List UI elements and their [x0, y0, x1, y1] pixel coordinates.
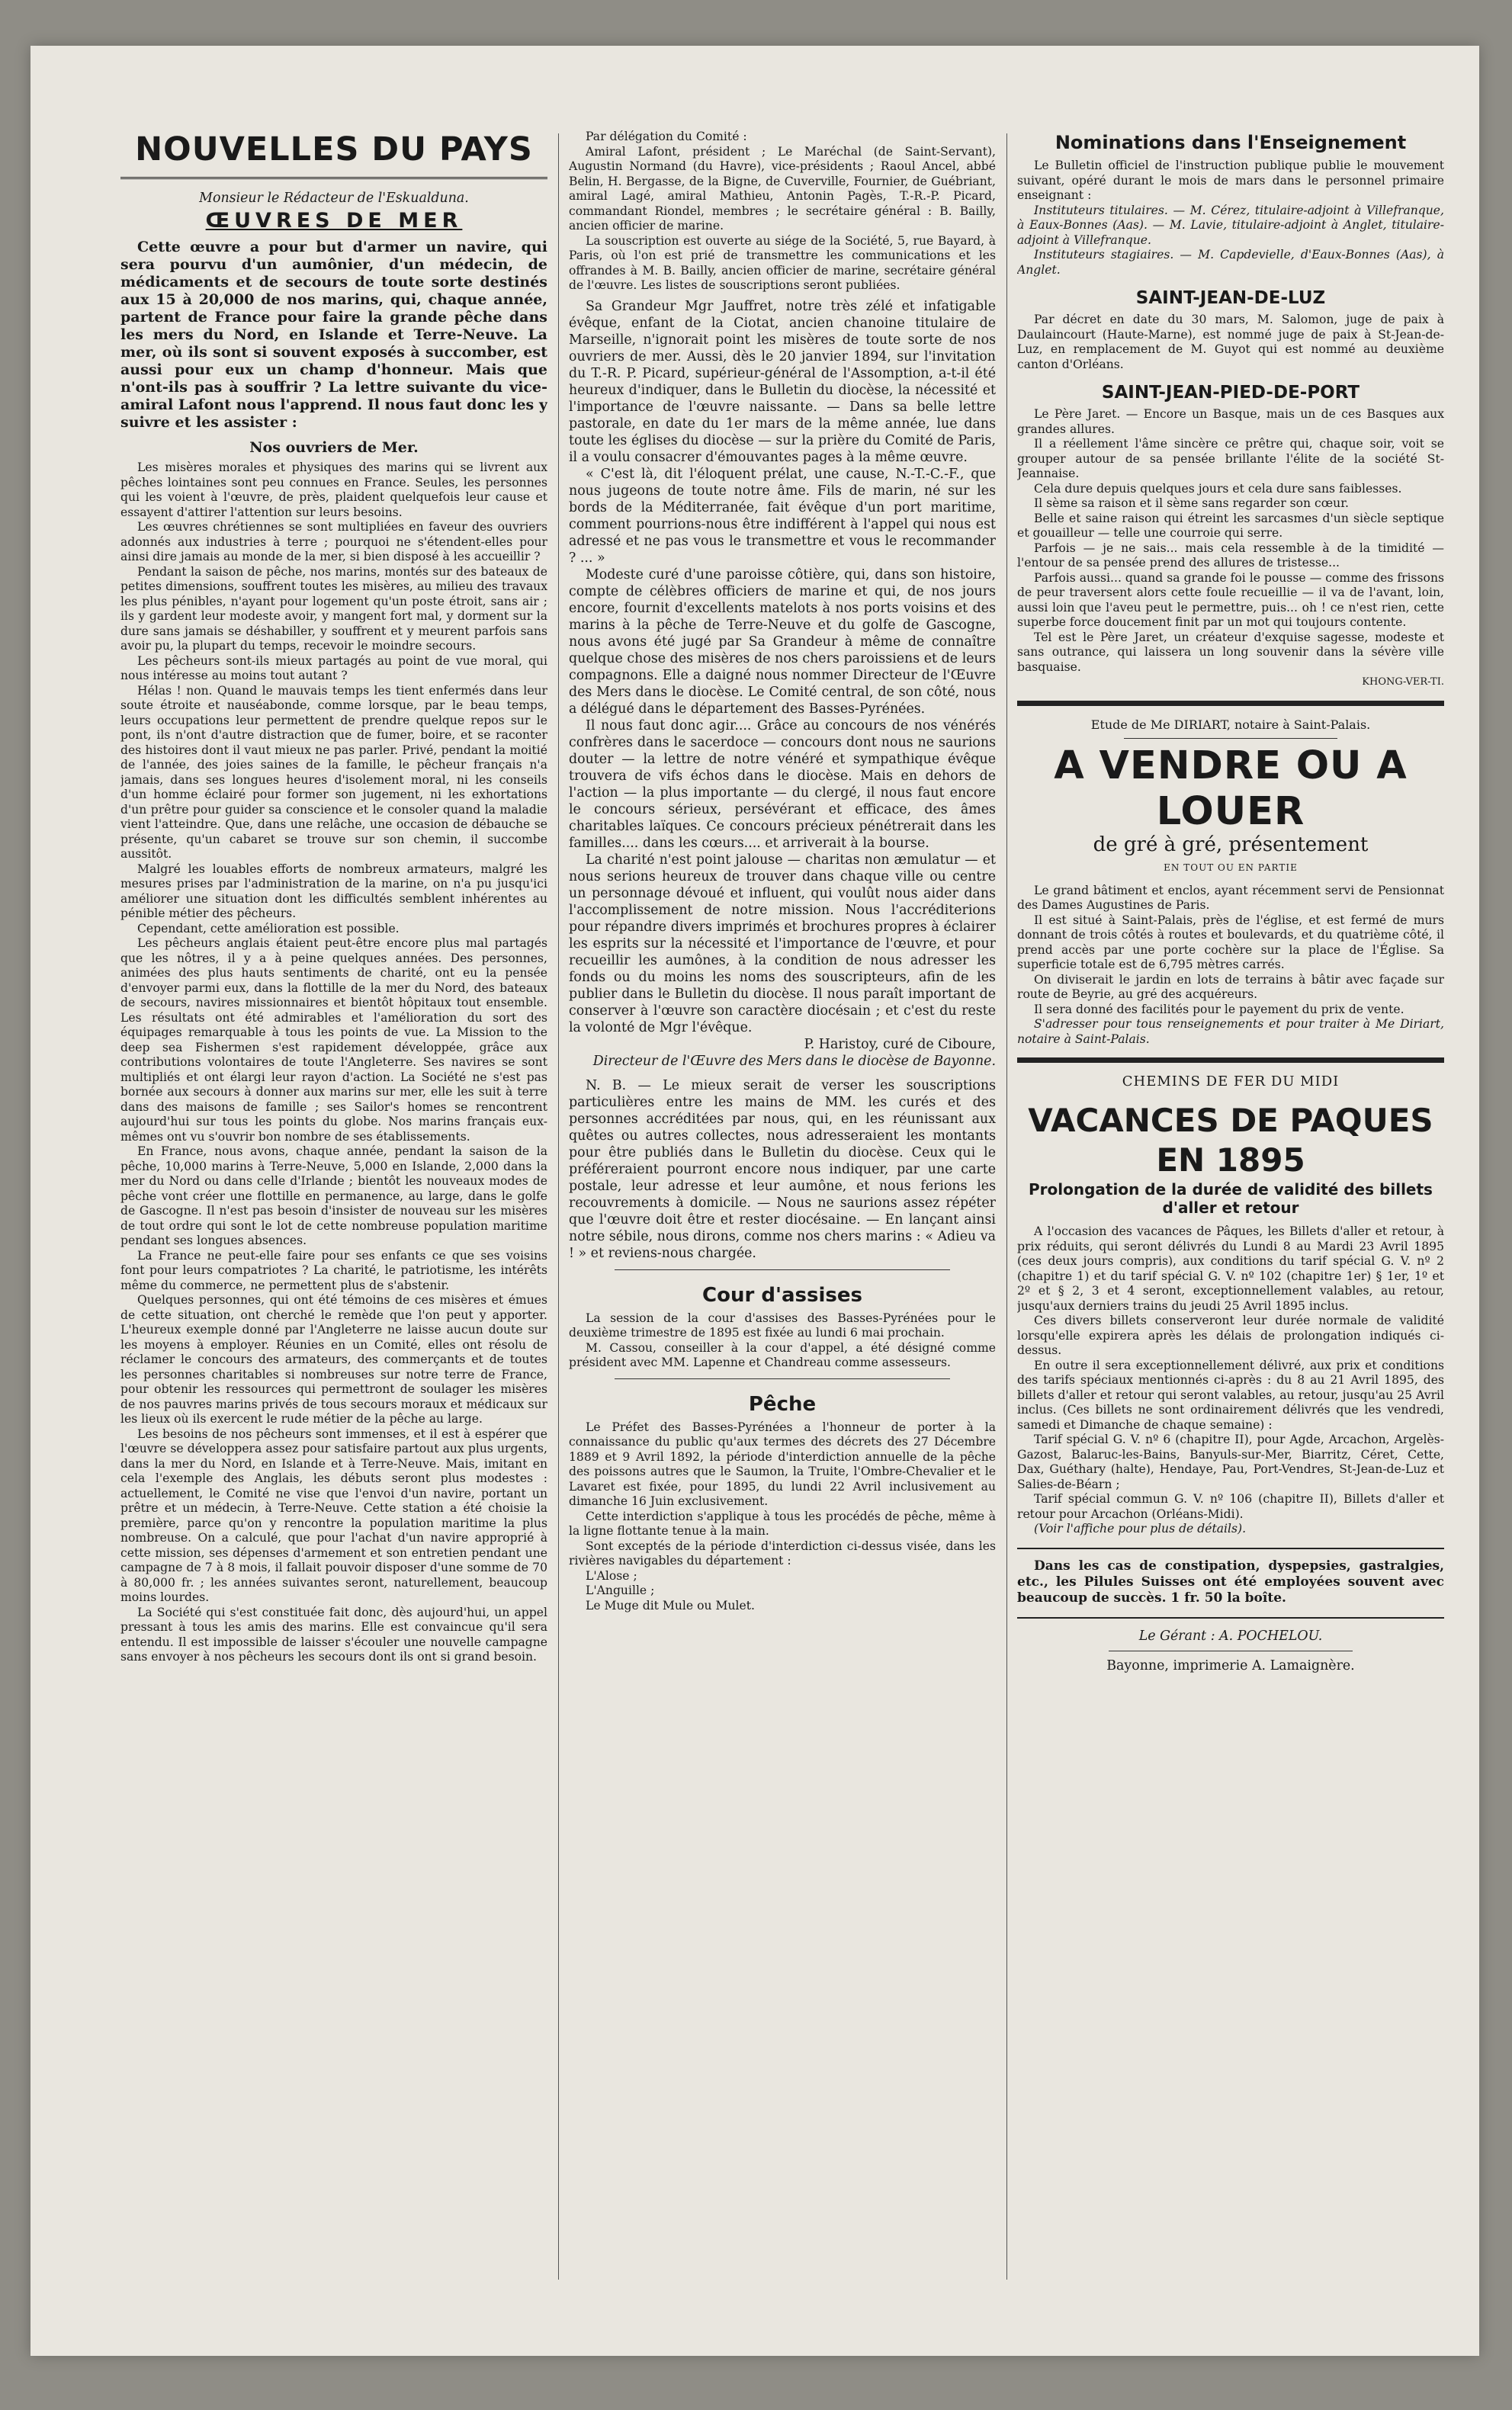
paragraph: Les pêcheurs anglais étaient peut-être encore plus mal partagés que les nôtres, il y a à peine quelques années. Des personnes, animées des plus hauts sentiments de charité, ont eu la pensée d'envoyer parmi eux, dans la flottille de la mer du Nord, des bateaux de secours, navires missionnaires et bientôt hôpitaux tout ensemble. Les résultats ont été admirables et l'amélioration du sort des équipages remarquable à tous les points de vue. La Mission to the deep sea Fishermen s'est rapidement développée, grâce aux contributions volontaires de toute l'Angleterre. Ses navires se sont multipliés et ont élargi leur rayon d'action. La Société ne s'est pas bornée aux secours à donner aux marins sur mer, elle les suit à terre dans des maisons de famille ; ses Sailor's homes se rencontrent aujourd'hui sur tous les points du globe. Nos marins français eux-mêmes ont vu s'ouvrir bon nombre de ses établissements.: [120, 936, 547, 1144]
paragraph: A l'occasion des vacances de Pâques, les Billets d'aller et retour, à prix réduits, qui seront délivrés du Lundi 8 au Mardi 23 Avril 1895 (ces deux jours compris), aux conditions du tarif spécial G. V. nº 2 (chapitre 1) et du tarif spécial G. V. nº 102 (chapitre 1er) § 1er, 1º et 2º et § 2, 3 et 4 seront, exceptionnellement valables, au retour, jusqu'aux derniers trains du jeudi 25 Avril 1895 inclus.: [1017, 1224, 1444, 1313]
signature: P. Haristoy, curé de Ciboure,: [804, 1036, 996, 1052]
column-3: [1017, 130, 1444, 2280]
paragraph: Parfois aussi... quand sa grande foi le pousse — comme des frissons de peur traversent alors cette foule recueillie — il va de l'avant, loin, aussi loin que l'aveu peut le permettre, puis... oh ! ce n'est rien, cette superbe force doucement finit par un mot qui toujours contente.: [1017, 570, 1444, 629]
ad-caps: EN TOUT OU EN PARTIE: [1164, 862, 1298, 873]
paragraph: La charité n'est point jalouse — charitas non æmulatur — et nous serions heureux de trouver dans chaque ville ou centre un personnage dévoué et influent, qui voulût nous aider dans l'accomplissement de notre mission. Nous l'accréditerions pour répandre divers imprimés et brochures propres à éclairer les esprits sur la nécessité et l'importance de l'œuvre, et pour recueillir les aumônes, à la condition de nous adresser les fonds ou du moins les noms des souscripteurs, afin de les publier dans le Bulletin du diocèse. Il nous paraît important de conserver à l'œuvre son caractère diocésain ; et c'est du reste la volonté de Mgr l'évêque.: [569, 852, 996, 1035]
column-rule: [558, 133, 559, 2280]
paragraph: En outre il sera exceptionnellement délivré, aux prix et conditions des tarifs spéciaux mentionnés ci-après : du 8 au 21 Avril 1895, des billets d'aller et retour qui seront valables, au retour, jusqu'au 25 Avril inclus. (Ces billets ne sont ordinairement délivrés que les vendredi, samedi et Dimanche de chaque semaine) :: [1017, 1358, 1444, 1432]
divider: [615, 1378, 950, 1379]
sjl-body: [1017, 313, 1444, 372]
peche-body: [569, 1420, 996, 1614]
paragraph: Malgré les louables efforts de nombreux armateurs, malgré les mesures prises par l'administration de la marine, on n'a pu jusqu'ici améliorer une situation dont les difficultés semblent inhérentes au pénible métier des pêcheurs.: [120, 862, 547, 920]
paragraph: La souscription est ouverte au siége de la Société, 5, rue Bayard, à Paris, où l'on est prié de transmettre les communications et les offrandes à M. B. Bailly, ancien officier de marine, secrétaire général de l'œuvre. Les listes de souscriptions seront publiées.: [569, 233, 996, 292]
divider: [1017, 701, 1444, 706]
ad-subheadline: de gré à gré, présentement: [1093, 833, 1369, 856]
paragraph: Le Bulletin officiel de l'instruction publique publie le mouvement suivant, opéré durant le mois de mars dans le personnel primaire enseignant :: [1017, 159, 1444, 202]
imprint-line: Bayonne, imprimerie A. Lamaignère.: [1106, 1657, 1355, 1674]
paragraph: Cela dure depuis quelques jours et cela dure sans faiblesses.: [1034, 481, 1402, 496]
paragraph: Les pêcheurs sont-ils mieux partagés au point de vue moral, qui nous intéresse au moins tout autant ?: [120, 653, 547, 682]
paragraph: Les misères morales et physiques des marins qui se livrent aux pêches lointaines sont peu connues en France. Seules, les personnes qui les voient à l'œuvre, de près, plaident quelquefois leur cause et essayent d'attirer l'attention sur leurs besoins.: [120, 460, 547, 519]
paragraph: M. Cassou, conseiller à la cour d'appel, a été désigné comme président avec MM. Lapenne et Chandreau comme assesseurs.: [569, 1340, 996, 1369]
notary-line: Etude de Me DIRIART, notaire à Saint-Palais.: [1090, 717, 1371, 732]
section-masthead: NOUVELLES DU PAYS: [120, 130, 547, 179]
paragraph: Le grand bâtiment et enclos, ayant récemment servi de Pensionnat des Dames Augustines de Paris.: [1017, 883, 1444, 912]
article-subtitle: Nos ouvriers de Mer.: [249, 439, 419, 456]
paragraph: Le Père Jaret. — Encore un Basque, mais un de ces Basques aux grandes allures.: [1017, 407, 1444, 436]
pilules-ad: [1017, 1548, 1444, 1606]
paragraph: Instituteurs titulaires. — M. Cérez, titulaire-adjoint à Villefranque, à Eaux-Bonnes (Aas). — M. Lavie, titulaire-adjoint à Anglet, titulaire-adjoint à Villefranque.: [1017, 203, 1444, 247]
railway-name: CHEMINS DE FER DU MIDI: [1122, 1073, 1340, 1089]
ad-subheadline: Prolongation de la durée de validité des billets d'aller et retour: [1029, 1180, 1433, 1217]
ad-body: [1017, 1224, 1444, 1537]
section-heading-assises: Cour d'assises: [702, 1283, 862, 1307]
paragraph: Dans les cas de constipation, dyspepsies, gastralgies, etc., les Pilules Suisses ont été employées souvent avec beaucoup de succès. 1 fr. 50 la boîte.: [1017, 1558, 1444, 1606]
paragraph: Parfois — je ne sais... mais cela ressemble à de la timidité — l'entour de sa pensée prend des allures de tristesse...: [1017, 541, 1444, 570]
paragraph: En France, nous avons, chaque année, pendant la saison de la pêche, 10,000 marins à Terre-Neuve, 5,000 en Islande, 2,000 dans la mer du Nord ou dans celle d'Irlande ; bientôt les nouveaux modes de pêche vont créer une flottille en permanence, au large, dans le golfe de Gascogne. Il n'est pas besoin d'insister de nouveau sur les misères de tout ordre qui sont le lot de cette nombreuse population maritime pendant ses longues absences.: [120, 1144, 547, 1247]
section-heading-nominations: Nominations dans l'Enseignement: [1055, 132, 1407, 153]
divider: [1017, 1057, 1444, 1063]
section-heading-peche: Pêche: [748, 1392, 817, 1416]
paragraph: Pendant la saison de pêche, nos marins, montés sur des bateaux de petites dimensions, souffrent toutes les misères, au milieu des travaux les plus pénibles, n'ayant pour logement qu'un poste étroit, sans air ; ils y gardent leur modeste avoir, y mangent fort mal, y dorment sur la dure sans jamais se déshabiller, y souffrent et y meurent parfois sans avoir pu, la plupart du temps, recevoir le moindre secours.: [120, 564, 547, 653]
paragraph: Tel est le Père Jaret, un créateur d'exquise sagesse, modeste et sans outrance, qui laissera un long souvenir dans la sévère ville basquaise.: [1017, 630, 1444, 674]
nominations-body: [1017, 159, 1444, 278]
column-2: [569, 130, 996, 2280]
paragraph: Cependant, cette amélioration est possible.: [137, 921, 400, 935]
assises-body: [569, 1311, 996, 1371]
paragraph: Sont exceptés de la période d'interdiction ci-dessus visée, dans les rivières navigables du département :: [569, 1539, 996, 1568]
paragraph: Hélas ! non. Quand le mauvais temps les tient enfermés dans leur soute étroite et nauséabonde, comme lorsque, par le beau temps, leurs occupations leur permettent de prendre quelque repos sur le pont, ils n'ont d'autre distraction que de fumer, boire, et se raconter des histoires dont il vaut mieux ne pas parler. Privé, pendant la moitié de l'année, des joies saines de la famille, le pêcheur français n'a jamais, dans ses longues heures d'isolement moral, ni les conseils d'un homme éclairé pour former son jugement, ni les exhortations d'un prêtre pour guider sa conscience et le consoler quand la maladie vient l'atteindre. Que, dans une relâche, une occasion de débauche se présente, qu'un cabaret se trouve sur son chemin, il succombe aussitôt.: [120, 683, 547, 861]
town-heading: SAINT-JEAN-DE-LUZ: [1135, 288, 1326, 308]
ad-headline: A VENDRE OU A LOUER: [1054, 743, 1408, 834]
paragraph: Par délégation du Comité :: [586, 130, 747, 143]
divider: [615, 1269, 950, 1270]
paragraph: Les besoins de nos pêcheurs sont immenses, et il est à espérer que l'œuvre se développera assez pour satisfaire partout aux plus urgents, dans la mer du Nord, en Islande et à Terre-Neuve. Mais, imitant en cela l'exemple des Anglais, les débuts seront plus modestes : actuellement, le Comité ne vise que l'envoi d'un navire, portant un prêtre et un médecin, à Terre-Neuve. Cette station a été choisie la première, parce qu'on y rencontre la population maritime la plus nombreuse. On a calculé, que pour l'achat d'un navire approprié à cette mission, ses dépenses d'armement et son entretien pendant une campagne de 7 à 8 mois, il fallait pouvoir disposer d'une somme de 70 à 80,000 fr. ; les années suivantes seront, naturellement, beaucoup moins lourdes.: [120, 1426, 547, 1604]
paragraph: Cette interdiction s'applique à tous les procédés de pêche, même à la ligne flottante tenue à la main.: [569, 1509, 996, 1538]
article-title: ŒUVRES DE MER: [205, 209, 463, 233]
sjpp-body: [1017, 407, 1444, 690]
paragraph: On diviserait le jardin en lots de terrains à bâtir avec façade sur route de Beyrie, au gré des acquéreurs.: [1017, 972, 1444, 1001]
signature-title: Directeur de l'Œuvre des Mers dans le diocèse de Bayonne.: [592, 1053, 996, 1069]
paragraph: S'adresser pour tous renseignements et pour traiter à Me Diriart, notaire à Saint-Palais.: [1017, 1017, 1444, 1046]
ad-body: [1017, 884, 1444, 1048]
paragraph: Tarif spécial G. V. nº 6 (chapitre II), pour Agde, Arcachon, Argelès-Gazost, Balaruc-les-Bains, Banyuls-sur-Mer, Biarritz, Céret, Cette, Dax, Guéthary (halte), Hendaye, Pau, Port-Vendres, St-Jean-de-Luz et Salies-de-Béarn ;: [1017, 1433, 1444, 1491]
column-1: [120, 130, 547, 2280]
town-heading: SAINT-JEAN-PIED-DE-PORT: [1101, 383, 1360, 403]
paragraph: Ces divers billets conserveront leur durée normale de validité lorsqu'elle expirera après les délais de prolongation indiqués ci-dessus.: [1017, 1314, 1444, 1357]
paragraph: (Voir l'affiche pour plus de détails).: [1034, 1522, 1247, 1536]
paragraph: Les œuvres chrétiennes se sont multipliées en faveur des ouvriers adonnés aux industries à terre ; pourquoi ne s'étendent-elles pour ainsi dire jamais au monde de la mer, si bien disposé à les accueillir ?: [120, 520, 547, 563]
paragraph: « C'est là, dit l'éloquent prélat, une cause, N.-T.-C.-F., que nous jugeons de toute notre âme. Fils de marin, né sur les bords de la Méditerranée, fait évêque d'un port maritime, comment pourrions-nous être indifférent à l'appel qui nous est adressé et ne pas vous le transmettre et vous le recommander ? ... »: [569, 466, 996, 566]
signature: KHONG-VER-TI.: [1362, 676, 1444, 688]
gerant-line: Le Gérant : A. POCHELOU.: [1138, 1628, 1323, 1644]
paragraph: Tarif spécial commun G. V. nº 106 (chapitre II), Billets d'aller et retour pour Arcachon (Orléans-Midi).: [1017, 1492, 1444, 1521]
list-item: L'Anguille ;: [586, 1584, 655, 1597]
paragraph: Il nous faut donc agir.... Grâce au concours de nos vénérés confrères dans le sacerdoce — concours dont nous ne saurions douter — la lettre de notre vénéré et sympathique évêque trouvera de vifs échos dans le diocèse. Mais en dehors de l'action — la plus importante — du clergé, il nous faut encore le concours sérieux, persévérant et efficace, des âmes charitables laïques. Ce concours précieux pénétrerait dans les familles.... dans les cœurs.... et arriverait à la bourse.: [569, 717, 996, 851]
intro-paragraph: Cette œuvre a pour but d'armer un navire, qui sera pourvu d'un aumônier, d'un médecin, de médicaments et de secours de toute sorte destinés aux 15 à 20,000 de nos marins, qui, chaque année, partent de France pour faire la grande pêche dans les mers du Nord, en Islande et Terre-Neuve. La mer, où ils sont si souvent exposés à succomber, est aussi pour eux un champ d'honneur. Mais que n'ont-ils pas à souffrir ? La lettre suivante du vice-amiral Lafont nous l'apprend. Il nous faut donc les y suivre et les assister :: [120, 239, 547, 431]
footer: [1017, 1617, 1444, 1674]
article-body: [120, 460, 547, 1665]
divider: [1124, 738, 1337, 739]
paragraph: Quelques personnes, qui ont été témoins de ces misères et émues de cette situation, ont cherché le remède que l'on peut y apporter. L'heureux exemple donné par l'Angleterre ne laisse aucun doute sur les moyens à employer. Réunies en un Comité, elles ont résolu de réclamer le concours des armateurs, des commerçants et de toutes les personnes charitables si nombreuses sur notre terre de France, pour obtenir les ressources qui permettront de soulager les misères de nos pauvres marins privés de tous secours moraux et médicaux sur les lieux où ils exercent le rude métier de la pêche au large.: [120, 1293, 547, 1426]
committee-block: [569, 130, 996, 294]
paragraph: Il est situé à Saint-Palais, près de l'église, et est fermé de murs donnant de trois côtés à routes et boulevards, et du quatrième côté, il prend accès par une porte cochère sur la place de l'Église. Sa superficie totale est de 6,795 mètres carrés.: [1017, 913, 1444, 971]
paragraph: Instituteurs stagiaires. — M. Capdevielle, d'Eaux-Bonnes (Aas), à Anglet.: [1017, 248, 1444, 277]
paragraph: Sa Grandeur Mgr Jauffret, notre très zélé et infatigable évêque, enfant de la Ciotat, ancien chanoine titulaire de Marseille, n'ignorait point les misères de toute sorte de nos ouvriers de mer. Aussi, dès le 20 janvier 1894, sur l'invitation du T.-R. P. Picard, supérieur-général de l'Assomption, a-t-il été heureux d'indiquer, dans le Bulletin du diocèse, la nécessité et l'importance de l'œuvre naissante. — Dans sa belle lettre pastorale, en date du 1er mars de la même année, lue dans toute les églises du diocèse — sur la prière du Comité de Paris, il a voulu consacrer d'émouvantes pages à la même œuvre.: [569, 298, 996, 465]
paragraph: Par décret en date du 30 mars, M. Salomon, juge de paix à Daulaincourt (Haute-Marne), est nommé juge de paix à St-Jean-de-Luz, en remplacement de M. Guyot qui est nommé au deuxième canton d'Orléans.: [1017, 313, 1444, 371]
paragraph: Il sème sa raison et il sème sans regarder son cœur.: [1034, 496, 1349, 510]
paragraph: Belle et saine raison qui étreint les sarcasmes d'un siècle septique et gouailleur — telle une courroie qui serre.: [1017, 511, 1444, 540]
paragraph: Modeste curé d'une paroisse côtière, qui, dans son histoire, compte de célèbres officiers de marine et qui, de nos jours encore, fournit d'excellents matelots à nos ports voisins et des marins à la pêche de Terre-Neuve et du golfe de Gascogne, nous avons été jugé par Sa Grandeur à même de connaître quelque chose des misères de nos chers paroissiens et de leurs compagnons. Elle a daigné nous nommer Directeur de l'Œuvre des Mers dans le diocèse. Le Comité central, de son côté, nous a délégué dans le département des Basses-Pyrénées.: [569, 566, 996, 717]
nb-note: N. B. — Le mieux serait de verser les souscriptions particulières entre les mains de MM. les curés et des personnes accréditées par nous, qui, en les réunissant aux quêtes ou autres collectes, nous adresseraient les montants pour être publiés dans le Bulletin du diocèse. Ceux qui le préféreraient pourront encore nous indiquer, par une carte postale, leur adresse et leur aumône, et nous ferions les recouvrements à domicile. — Nous ne saurions assez répéter que l'œuvre doit être et rester diocésaine. — En lançant ainsi notre sébile, nous dirons, comme nos chers marins : « Adieu va ! » et reviens-nous chargée.: [569, 1077, 996, 1261]
ad-headline: VACANCES DE PAQUES EN 1895: [1028, 1102, 1433, 1179]
salutation: Monsieur le Rédacteur de l'Eskualduna.: [199, 191, 469, 206]
article-body: [569, 298, 996, 1036]
list-item: L'Alose ;: [586, 1568, 637, 1583]
paragraph: La session de la cour d'assises des Basses-Pyrénées pour le deuxième trimestre de 1895 est fixée au lundi 6 mai prochain.: [569, 1311, 996, 1340]
paragraph: Il a réellement l'âme sincère ce prêtre qui, chaque soir, voit se grouper autour de sa pensée brillante l'élite de la société St-Jeannaise.: [1017, 437, 1444, 480]
newspaper-page: [30, 46, 1479, 2356]
column-rule: [1006, 133, 1007, 2280]
paragraph: Amiral Lafont, président ; Le Maréchal (de Saint-Servant), Augustin Normand (du Havre), vice-présidents ; Raoul Ancel, abbé Belin, H. Bergasse, de la Bigne, de Cuverville, Fournier, de Guébriant, amiral Lagé, amiral Mathieu, Antonin Pagès, T.-R.-P. Picard, commandant Riondel, membres ; le secrétaire général : B. Bailly, ancien officier de marine.: [569, 144, 996, 233]
paragraph: Il sera donné des facilités pour le payement du prix de vente.: [1034, 1002, 1404, 1016]
paragraph: La Société qui s'est constituée fait donc, dès aujourd'hui, un appel pressant à tous les amis des marins. Elle est convaincue qu'il sera entendu. Il est impossible de laisser s'écouler une nouvelle campagne sans envoyer à nos pêcheurs les secours dont ils ont si grand besoin.: [120, 1605, 547, 1664]
list-item: Le Muge dit Mule ou Mulet.: [586, 1598, 755, 1613]
paragraph: Le Préfet des Basses-Pyrénées a l'honneur de porter à la connaissance du public qu'aux termes des décrets des 27 Décembre 1889 et 9 Avril 1892, la période d'interdiction annuelle de la pêche des poissons autres que le Saumon, la Truite, l'Ombre-Chevalier et le Lavaret est fixée, pour 1895, du lundi 22 Avril inclusivement au dimanche 16 Juin exclusivement.: [569, 1420, 996, 1508]
paragraph: La France ne peut-elle faire pour ses enfants ce que ses voisins font pour leurs compatriotes ? La charité, le patriotisme, les intérêts même du commerce, ne permettent plus de s'abstenir.: [120, 1248, 547, 1292]
